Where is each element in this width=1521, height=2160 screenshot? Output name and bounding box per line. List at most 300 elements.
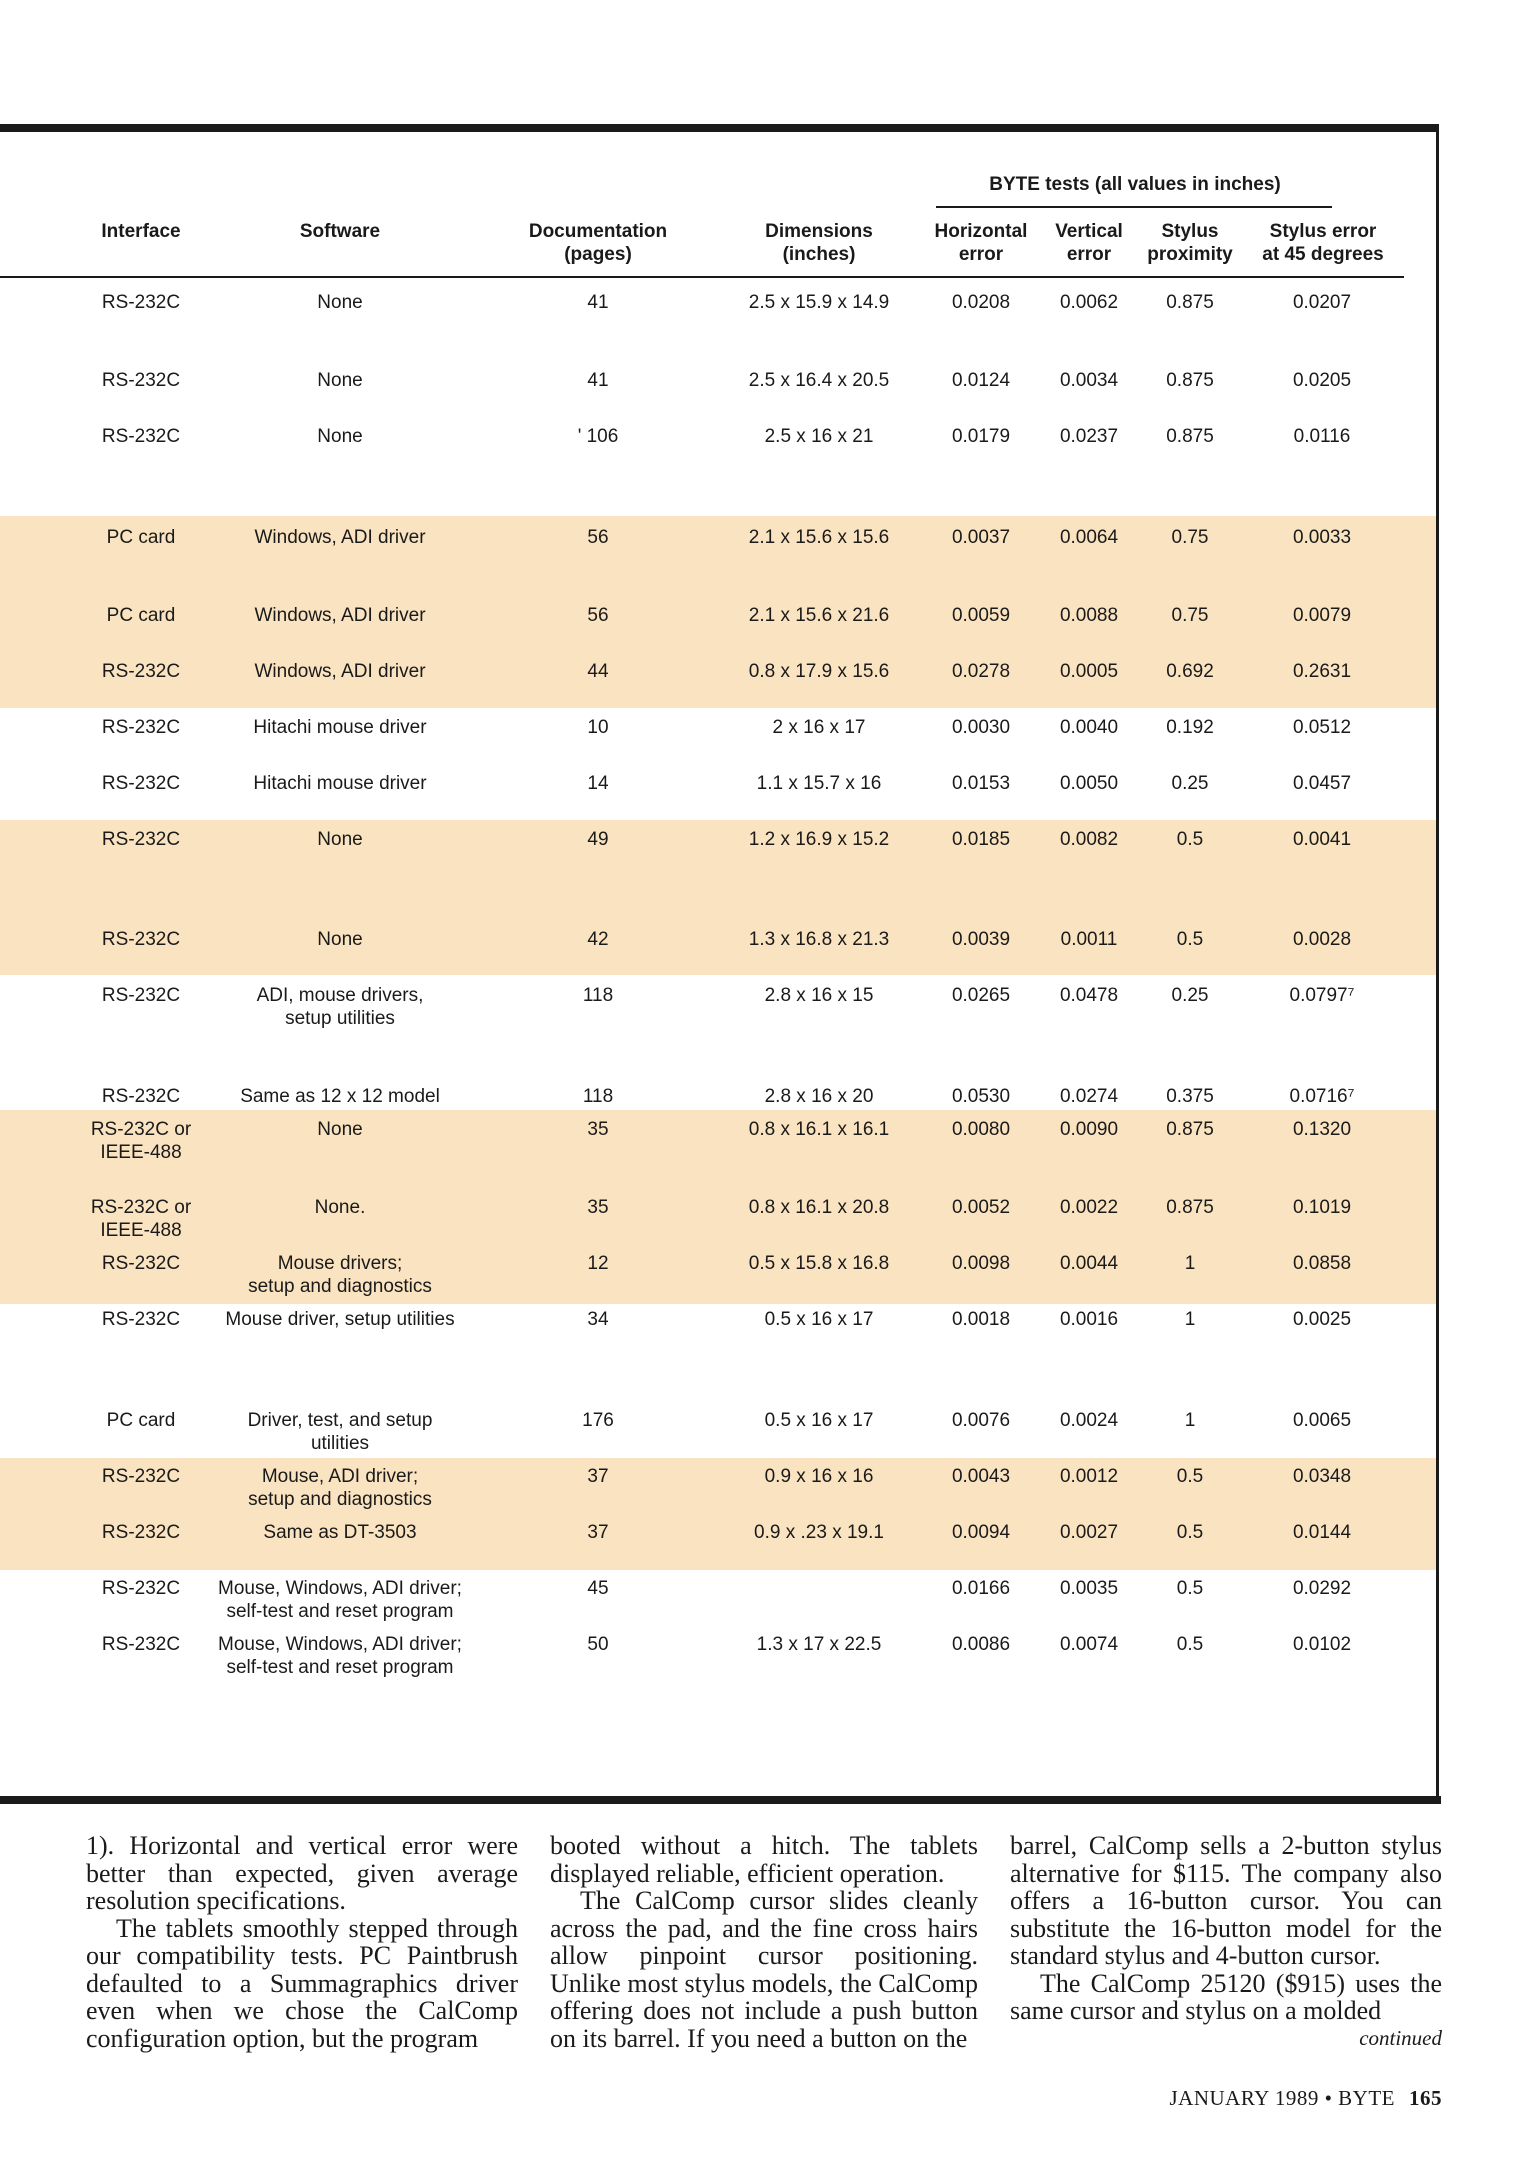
cell-dimensions — [712, 1252, 926, 1275]
cell-stylus-proximity-line: 0.875 — [1166, 370, 1214, 391]
cell-horizontal-error — [930, 772, 1032, 795]
cell-stylus-error-line: 0.0292 — [1292, 1578, 1352, 1599]
cell-vertical-error — [1038, 291, 1140, 314]
cell-stylus-proximity — [1140, 1577, 1240, 1600]
cell-stylus-proximity-line: 1 — [1184, 1309, 1196, 1330]
cell-interface-line: RS-232C — [101, 1466, 181, 1487]
cell-horizontal-error-line: 0.0037 — [951, 527, 1011, 548]
cell-vertical-error-line: 0.0064 — [1059, 527, 1119, 548]
cell-documentation-line: 14 — [587, 773, 609, 794]
header-vertical-error — [1038, 220, 1140, 266]
article-column-1 — [86, 1832, 518, 2062]
cell-horizontal-error-line: 0.0098 — [951, 1253, 1011, 1274]
cell-stylus-error-line: 0.0858 — [1292, 1253, 1352, 1274]
cell-documentation-line: 44 — [587, 661, 609, 682]
cell-documentation — [540, 1118, 656, 1141]
cell-interface-line: RS-232C — [101, 1309, 181, 1330]
cell-horizontal-error — [930, 1409, 1032, 1432]
page-number: 165 — [1409, 2086, 1442, 2110]
cell-stylus-proximity — [1140, 604, 1240, 627]
cell-documentation-line: 42 — [587, 929, 609, 950]
cell-stylus-error-line: 0.0079 — [1292, 605, 1352, 626]
cell-documentation-line: 56 — [587, 605, 609, 626]
cell-software — [205, 1633, 475, 1679]
cell-horizontal-error-line: 0.0043 — [951, 1466, 1011, 1487]
cell-dimensions-line: 2.5 x 15.9 x 14.9 — [748, 292, 890, 313]
issue-label: JANUARY 1989 • BYTE — [1169, 2086, 1395, 2110]
cell-software-line: None. — [314, 1197, 366, 1218]
cell-horizontal-error — [930, 1521, 1032, 1544]
right-rule — [1436, 124, 1439, 1804]
cell-interface — [70, 1409, 212, 1432]
cell-documentation-line: 35 — [587, 1119, 609, 1140]
cell-horizontal-error — [930, 1118, 1032, 1141]
header-horizontal-error — [926, 220, 1036, 266]
cell-documentation — [540, 716, 656, 739]
header-stylus-sub: proximity — [1147, 244, 1233, 265]
cell-stylus-error-line: 0.0033 — [1292, 527, 1352, 548]
cell-interface-line: RS-232C — [101, 1253, 181, 1274]
cell-vertical-error — [1038, 1252, 1140, 1275]
cell-dimensions — [712, 1085, 926, 1108]
cell-documentation — [540, 1633, 656, 1656]
cell-stylus-error — [1262, 425, 1382, 448]
cell-software-line-2: setup and diagnostics — [248, 1276, 432, 1297]
paragraph: The tablets smoothly stepped through our compatibility tests. PC Paintbrush defaulted to a Summagraphics driver even when we chose the CalComp configuration option, but the program — [86, 1913, 518, 2053]
cell-stylus-error — [1262, 1409, 1382, 1432]
cell-horizontal-error-line: 0.0153 — [951, 773, 1011, 794]
cell-stylus-proximity — [1140, 1308, 1240, 1331]
cell-stylus-proximity — [1140, 1633, 1240, 1656]
cell-documentation-line: 34 — [587, 1309, 609, 1330]
cell-stylus-proximity-line: 0.875 — [1166, 426, 1214, 447]
cell-software — [205, 828, 475, 851]
cell-vertical-error-line: 0.0062 — [1059, 292, 1119, 313]
cell-interface — [70, 1196, 212, 1242]
cell-software — [205, 660, 475, 683]
cell-documentation-line: 56 — [587, 527, 609, 548]
cell-software-line-2: self-test and reset program — [226, 1657, 454, 1678]
cell-software — [205, 1085, 475, 1108]
cell-stylus-error — [1262, 1465, 1382, 1488]
cell-software-line: Mouse, Windows, ADI driver; — [218, 1578, 462, 1599]
cell-documentation — [540, 526, 656, 549]
cell-software — [205, 984, 475, 1030]
cell-dimensions-line: 2.1 x 15.6 x 15.6 — [748, 527, 890, 548]
cell-interface — [70, 1118, 212, 1164]
cell-vertical-error-line: 0.0478 — [1059, 985, 1119, 1006]
cell-stylus-proximity-line: 0.25 — [1171, 773, 1209, 794]
cell-software-line: Mouse, Windows, ADI driver; — [218, 1634, 462, 1655]
cell-stylus-proximity — [1140, 1465, 1240, 1488]
cell-vertical-error — [1038, 1633, 1140, 1656]
cell-horizontal-error-line: 0.0052 — [951, 1197, 1011, 1218]
cell-dimensions-line: 2 x 16 x 17 — [772, 717, 866, 738]
cell-software-line: None — [317, 426, 363, 447]
cell-interface — [70, 369, 212, 392]
cell-stylus-proximity-line: 0.5 — [1176, 1634, 1204, 1655]
cell-stylus-proximity — [1140, 716, 1240, 739]
header-documentation-sub: (pages) — [564, 244, 632, 265]
cell-stylus-error — [1262, 1308, 1382, 1331]
cell-dimensions-line: 0.5 x 16 x 17 — [764, 1410, 874, 1431]
cell-horizontal-error-line: 0.0185 — [951, 829, 1011, 850]
cell-horizontal-error-line: 0.0076 — [951, 1410, 1011, 1431]
cell-horizontal-error-line: 0.0059 — [951, 605, 1011, 626]
cell-interface-line-2: IEEE-488 — [100, 1142, 182, 1163]
cell-documentation-line: 45 — [587, 1578, 609, 1599]
cell-horizontal-error-line: 0.0278 — [951, 661, 1011, 682]
cell-vertical-error — [1038, 1465, 1140, 1488]
cell-documentation — [540, 660, 656, 683]
cell-stylus-error — [1262, 604, 1382, 627]
cell-stylus-error — [1262, 1085, 1382, 1108]
cell-stylus-proximity — [1140, 984, 1240, 1007]
cell-vertical-error-line: 0.0027 — [1059, 1522, 1119, 1543]
cell-horizontal-error — [930, 291, 1032, 314]
cell-stylus-error-line: 0.0348 — [1292, 1466, 1352, 1487]
cell-horizontal-error — [930, 928, 1032, 951]
cell-vertical-error — [1038, 1409, 1140, 1432]
cell-documentation-line: 35 — [587, 1197, 609, 1218]
cell-interface — [70, 660, 212, 683]
cell-interface-line: RS-232C — [101, 717, 181, 738]
cell-dimensions-line: 2.5 x 16 x 21 — [764, 426, 874, 447]
cell-horizontal-error-line: 0.0030 — [951, 717, 1011, 738]
paragraph: The CalComp cursor slides cleanly across the pad, and the fine cross hairs allow pinpoint cursor positioning. Unlike most stylus models, the CalComp offering does not include a push button on its barrel. If you need a button on the — [550, 1886, 978, 2053]
cell-software — [205, 716, 475, 739]
cell-vertical-error — [1038, 526, 1140, 549]
cell-horizontal-error — [930, 369, 1032, 392]
cell-interface-line: RS-232C — [101, 1578, 181, 1599]
cell-stylus-error-line: 0.0512 — [1292, 717, 1352, 738]
cell-documentation — [540, 1252, 656, 1275]
header-rule — [0, 276, 1404, 278]
cell-documentation — [540, 984, 656, 1007]
cell-horizontal-error-line: 0.0039 — [951, 929, 1011, 950]
header-vertical-label: Vertical — [1055, 221, 1123, 242]
cell-stylus-error — [1262, 984, 1382, 1007]
header-documentation — [510, 220, 686, 266]
cell-interface-line: RS-232C — [101, 985, 181, 1006]
cell-dimensions-line: 0.8 x 16.1 x 20.8 — [748, 1197, 890, 1218]
cell-software — [205, 1577, 475, 1623]
byte-tests-header: BYTE tests (all values in inches) — [989, 174, 1281, 195]
cell-documentation-line: 37 — [587, 1522, 609, 1543]
cell-stylus-proximity-line: 0.75 — [1171, 605, 1209, 626]
cell-horizontal-error — [930, 1308, 1032, 1331]
cell-software-line: Hitachi mouse driver — [253, 717, 427, 738]
cell-documentation-line: 12 — [587, 1253, 609, 1274]
cell-dimensions — [712, 526, 926, 549]
cell-software-line-2: setup utilities — [285, 1008, 395, 1029]
cell-software — [205, 1196, 475, 1219]
cell-dimensions — [712, 1521, 926, 1544]
cell-stylus-error-line: 0.1320 — [1292, 1119, 1352, 1140]
cell-dimensions-line: 2.5 x 16.4 x 20.5 — [748, 370, 890, 391]
cell-software-line: Mouse drivers; — [277, 1253, 403, 1274]
header-stylus-error — [1250, 220, 1396, 266]
cell-dimensions-line: 0.5 x 16 x 17 — [764, 1309, 874, 1330]
cell-documentation-line: 41 — [587, 292, 609, 313]
cell-interface-line: RS-232C — [101, 1086, 181, 1107]
cell-dimensions — [712, 291, 926, 314]
cell-software — [205, 1118, 475, 1141]
cell-stylus-proximity — [1140, 660, 1240, 683]
cell-vertical-error-line: 0.0034 — [1059, 370, 1119, 391]
cell-software — [205, 604, 475, 627]
cell-interface — [70, 716, 212, 739]
cell-dimensions-line: 0.8 x 17.9 x 15.6 — [748, 661, 890, 682]
cell-horizontal-error — [930, 1577, 1032, 1600]
cell-software-line: Windows, ADI driver — [254, 527, 426, 548]
header-vertical-sub: error — [1066, 244, 1112, 265]
cell-stylus-proximity — [1140, 1409, 1240, 1432]
cell-interface-line: PC card — [106, 605, 176, 626]
cell-software — [205, 1521, 475, 1544]
cell-horizontal-error-line: 0.0086 — [951, 1634, 1011, 1655]
cell-dimensions-line: 0.8 x 16.1 x 16.1 — [748, 1119, 890, 1140]
cell-software — [205, 928, 475, 951]
cell-dimensions — [712, 772, 926, 795]
cell-documentation — [540, 828, 656, 851]
cell-stylus-proximity-line: 0.5 — [1176, 1578, 1204, 1599]
cell-stylus-proximity — [1140, 1521, 1240, 1544]
cell-interface-line: PC card — [106, 1410, 176, 1431]
cell-vertical-error — [1038, 984, 1140, 1007]
cell-documentation — [540, 1577, 656, 1600]
cell-vertical-error — [1038, 369, 1140, 392]
cell-horizontal-error — [930, 425, 1032, 448]
cell-vertical-error — [1038, 1196, 1140, 1219]
cell-stylus-error — [1262, 1252, 1382, 1275]
cell-software-line: None — [317, 829, 363, 850]
bottom-rule — [0, 1796, 1441, 1804]
cell-documentation — [540, 1085, 656, 1108]
cell-stylus-proximity — [1140, 425, 1240, 448]
header-dimensions-label: Dimensions — [765, 221, 873, 242]
cell-interface — [70, 526, 212, 549]
cell-horizontal-error — [930, 660, 1032, 683]
cell-stylus-proximity — [1140, 1252, 1240, 1275]
cell-software-line-2: setup and diagnostics — [248, 1489, 432, 1510]
cell-documentation — [540, 1308, 656, 1331]
cell-software-line: Driver, test, and setup — [247, 1410, 433, 1431]
cell-interface — [70, 1085, 212, 1108]
cell-stylus-proximity — [1140, 1085, 1240, 1108]
cell-stylus-proximity — [1140, 828, 1240, 851]
cell-vertical-error-line: 0.0012 — [1059, 1466, 1119, 1487]
cell-vertical-error-line: 0.0035 — [1059, 1578, 1119, 1599]
cell-vertical-error — [1038, 828, 1140, 851]
cell-horizontal-error-line: 0.0124 — [951, 370, 1011, 391]
cell-software-line: Windows, ADI driver — [254, 605, 426, 626]
cell-horizontal-error — [930, 828, 1032, 851]
cell-interface-line: RS-232C — [101, 370, 181, 391]
cell-horizontal-error-line: 0.0018 — [951, 1309, 1011, 1330]
cell-dimensions — [712, 1633, 926, 1656]
cell-vertical-error-line: 0.0024 — [1059, 1410, 1119, 1431]
cell-stylus-proximity — [1140, 291, 1240, 314]
cell-vertical-error-line: 0.0011 — [1060, 929, 1118, 950]
cell-vertical-error-line: 0.0237 — [1059, 426, 1119, 447]
cell-interface-line: RS-232C or — [90, 1119, 192, 1140]
cell-interface-line: RS-232C — [101, 929, 181, 950]
cell-interface-line-2: IEEE-488 — [100, 1220, 182, 1241]
cell-software — [205, 772, 475, 795]
cell-software-line: None — [317, 370, 363, 391]
cell-stylus-error — [1262, 1633, 1382, 1656]
cell-dimensions — [712, 660, 926, 683]
cell-interface-line: RS-232C — [101, 292, 181, 313]
cell-stylus-error-line: 0.2631 — [1292, 661, 1352, 682]
cell-horizontal-error — [930, 716, 1032, 739]
cell-horizontal-error-line: 0.0094 — [951, 1522, 1011, 1543]
cell-stylus-error-line: 0.0116 — [1293, 426, 1351, 447]
cell-interface — [70, 1633, 212, 1656]
cell-stylus-error-line: 0.0457 — [1292, 773, 1352, 794]
page-footer — [1050, 2086, 1442, 2111]
cell-documentation — [540, 425, 656, 448]
cell-stylus-proximity-line: 0.875 — [1166, 1119, 1214, 1140]
cell-interface — [70, 1252, 212, 1275]
cell-dimensions — [712, 604, 926, 627]
cell-software — [205, 1465, 475, 1511]
cell-software — [205, 1409, 475, 1455]
cell-stylus-proximity-line: 0.5 — [1176, 829, 1204, 850]
cell-documentation-line: 118 — [582, 1086, 614, 1107]
cell-stylus-proximity-line: 0.5 — [1176, 929, 1204, 950]
cell-dimensions-line: 2.1 x 15.6 x 21.6 — [748, 605, 890, 626]
cell-dimensions-line: 0.9 x .23 x 19.1 — [754, 1522, 884, 1543]
cell-vertical-error-line: 0.0074 — [1059, 1634, 1119, 1655]
cell-stylus-error-line: 0.0028 — [1292, 929, 1352, 950]
cell-dimensions — [712, 828, 926, 851]
cell-interface — [70, 604, 212, 627]
cell-vertical-error-line: 0.0040 — [1059, 717, 1119, 738]
cell-interface-line: RS-232C — [101, 426, 181, 447]
cell-software — [205, 526, 475, 549]
cell-stylus-proximity — [1140, 1118, 1240, 1141]
cell-dimensions — [712, 1196, 926, 1219]
cell-documentation — [540, 604, 656, 627]
header-stylus-error-sub: at 45 degrees — [1262, 244, 1384, 265]
cell-vertical-error-line: 0.0082 — [1059, 829, 1119, 850]
cell-stylus-proximity-line: 0.875 — [1166, 292, 1214, 313]
cell-interface — [70, 1521, 212, 1544]
cell-documentation-line: 50 — [587, 1634, 609, 1655]
cell-vertical-error — [1038, 660, 1140, 683]
cell-documentation-line: 37 — [587, 1466, 609, 1487]
cell-stylus-proximity — [1140, 772, 1240, 795]
cell-interface-line: RS-232C or — [90, 1197, 192, 1218]
cell-stylus-error — [1262, 369, 1382, 392]
cell-stylus-error-line: 0.0797⁷ — [1289, 985, 1355, 1006]
cell-interface — [70, 984, 212, 1007]
cell-software — [205, 369, 475, 392]
cell-interface — [70, 828, 212, 851]
cell-stylus-error-line: 0.0041 — [1292, 829, 1352, 850]
cell-vertical-error — [1038, 772, 1140, 795]
cell-dimensions — [712, 1409, 926, 1432]
cell-stylus-error-line: 0.0025 — [1292, 1309, 1352, 1330]
cell-software — [205, 1308, 475, 1331]
cell-interface — [70, 291, 212, 314]
cell-documentation — [540, 1465, 656, 1488]
cell-interface-line: RS-232C — [101, 661, 181, 682]
cell-stylus-proximity-line: 0.5 — [1176, 1522, 1204, 1543]
cell-vertical-error — [1038, 1118, 1140, 1141]
cell-documentation — [540, 928, 656, 951]
cell-stylus-error — [1262, 716, 1382, 739]
paragraph: 1). Horizontal and vertical error were better than expected, given average resolution specifications. — [86, 1831, 518, 1915]
cell-dimensions-line: 1.2 x 16.9 x 15.2 — [748, 829, 890, 850]
cell-vertical-error — [1038, 1577, 1140, 1600]
cell-stylus-error — [1262, 828, 1382, 851]
header-stylus-label: Stylus — [1161, 221, 1219, 242]
cell-software-line: Mouse driver, setup utilities — [225, 1309, 455, 1330]
cell-vertical-error-line: 0.0090 — [1059, 1119, 1119, 1140]
cell-software-line: None — [317, 292, 363, 313]
cell-vertical-error — [1038, 716, 1140, 739]
cell-software-line: Same as DT-3503 — [263, 1522, 417, 1543]
article-column-3 — [1010, 1832, 1442, 2062]
cell-software — [205, 425, 475, 448]
article-column-2 — [550, 1832, 978, 2062]
cell-stylus-proximity-line: 0.375 — [1166, 1086, 1214, 1107]
cell-dimensions — [712, 716, 926, 739]
cell-horizontal-error — [930, 526, 1032, 549]
cell-vertical-error — [1038, 1085, 1140, 1108]
cell-vertical-error-line: 0.0044 — [1059, 1253, 1119, 1274]
cell-stylus-error — [1262, 772, 1382, 795]
paragraph: barrel, CalComp sells a 2-button stylus alternative for $115. The company also offers a 16-button cursor. You can substitute the 16-button model for the standard stylus and 4-button cursor. — [1010, 1831, 1442, 1970]
cell-horizontal-error — [930, 1465, 1032, 1488]
cell-dimensions — [712, 984, 926, 1007]
cell-stylus-error — [1262, 1118, 1382, 1141]
byte-tests-rule — [936, 206, 1332, 208]
cell-horizontal-error — [930, 984, 1032, 1007]
cell-vertical-error — [1038, 928, 1140, 951]
cell-horizontal-error-line: 0.0166 — [951, 1578, 1011, 1599]
cell-dimensions-line: 0.5 x 15.8 x 16.8 — [748, 1253, 890, 1274]
cell-stylus-error-line: 0.0144 — [1292, 1522, 1352, 1543]
cell-stylus-error-line: 0.0205 — [1292, 370, 1352, 391]
cell-horizontal-error — [930, 1633, 1032, 1656]
header-dimensions-sub: (inches) — [782, 244, 856, 265]
cell-horizontal-error — [930, 1085, 1032, 1108]
cell-documentation-line: 176 — [582, 1410, 614, 1431]
cell-stylus-proximity-line: 1 — [1184, 1410, 1196, 1431]
cell-stylus-error-line: 0.0065 — [1292, 1410, 1352, 1431]
cell-horizontal-error — [930, 604, 1032, 627]
cell-software-line-2: self-test and reset program — [226, 1601, 454, 1622]
cell-documentation — [540, 1521, 656, 1544]
cell-interface — [70, 1577, 212, 1600]
cell-stylus-error — [1262, 928, 1382, 951]
cell-horizontal-error-line: 0.0179 — [951, 426, 1011, 447]
cell-dimensions-line: 1.3 x 16.8 x 21.3 — [748, 929, 890, 950]
cell-stylus-proximity-line: 0.25 — [1171, 985, 1209, 1006]
cell-dimensions — [712, 369, 926, 392]
cell-interface — [70, 425, 212, 448]
cell-documentation — [540, 1409, 656, 1432]
header-interface-label: Interface — [101, 221, 181, 242]
paragraph: The CalComp 25120 ($915) uses the same cursor and stylus on a molded — [1010, 1968, 1442, 2025]
cell-stylus-error-line: 0.0207 — [1292, 292, 1352, 313]
cell-interface — [70, 1465, 212, 1488]
cell-documentation-line: 118 — [582, 985, 614, 1006]
